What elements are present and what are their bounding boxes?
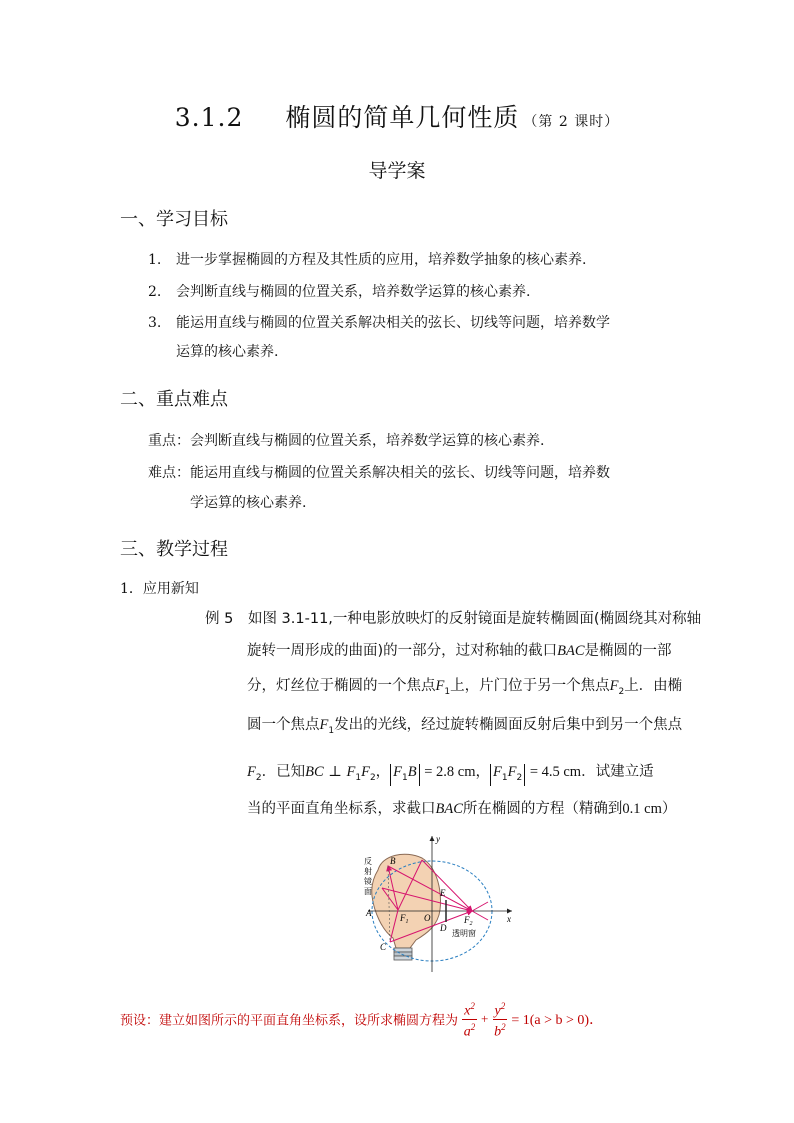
example-text: 是椭圆的一部 [584,643,672,659]
example-label: 例 5 [205,611,234,627]
fraction-y2-b2: $\frac{y^2}{b^2}$ [494,1001,506,1040]
example-text: ， [375,764,391,780]
fraction-x2-a2: $\frac{x^2}{a^2}$ [463,1001,476,1040]
math-perp: ⊥ [328,764,342,780]
label-F1: $F_1$ [400,913,409,925]
section-heading-keypoints: 二、重点难点 [120,389,228,410]
example-line-1 [205,609,701,629]
math-F1: F [435,678,445,694]
y-arrow-icon [430,836,435,841]
preset-label: 预设：建立如图所示的平面直角坐标系，设所求椭圆方程为 [120,1013,459,1029]
example-text: ） [661,801,677,817]
math-BC: BC [305,764,324,780]
math-value: = 2.8 cm [424,764,476,780]
bulb-base-ring [394,956,412,960]
process-item-1: 1．应用新知 [120,581,199,597]
label-reflector [364,856,372,896]
preset-equation-rest: = 1(a > b > 0)． [511,1013,604,1029]
math-abs-F1B: $F_1B$ [390,764,419,786]
label-y: y [436,834,440,844]
goal-item-1 [148,250,708,270]
x-arrow-icon [507,909,512,914]
math-BAC: BAC [435,801,463,817]
label-B: B [390,856,396,866]
label-window: 透明窗 [452,929,476,938]
math-F2: F [609,678,619,694]
page-title [0,98,794,134]
math-F2: F [247,764,256,780]
example-line-6 [247,799,676,819]
math-value: 0.1 cm [622,801,662,817]
example-text: 旋转一周形成的曲面)的一部分，过对称轴的截口 [247,643,558,659]
bulb-base-ring [394,948,412,952]
math-F1: F [393,764,403,780]
hard-point: 难点：能运用直线与椭圆的位置关系解决相关的弦长、切线等问题，培养数 [148,465,610,481]
example-line-5: $F_2$．已知BC ⊥ $F_1F_2$， $F_1B = 2.8$ cm， $F_1F_2 = 4.5$ cm．试建立适 [247,762,654,788]
example-text: 圆一个焦点 [247,717,320,733]
svg-text:面: 面 [364,887,372,896]
section-number: 3.1.2 [174,103,244,132]
label-D: D [440,923,447,933]
label-A: A [366,908,372,918]
goal-number: 1. [148,252,162,268]
example-line-3: 分，灯丝位于椭圆的一个焦点$F_1$上，片门位于另一个焦点$F_2$上．由椭 [247,678,683,697]
math-abs-F1F2: $F_1F_2$ [490,764,525,786]
example-text: ， [475,764,491,780]
math-F1: F [319,717,329,733]
example-text: 上，片门位于另一个焦点 [450,678,610,694]
svg-text:镜: 镜 [364,877,372,886]
example-text: 上．由椭 [624,678,683,694]
goal-text: 会判断直线与椭圆的位置关系，培养数学运算的核心素养. [176,284,531,300]
goal-item-2 [148,282,708,302]
preset-line: 预设：建立如图所示的平面直角坐标系，设所求椭圆方程为 $\frac{x^2}{a^2}$ + $\frac{y^2}{b^2}$ = 1(a > b > 0)． [120,1001,604,1040]
svg-text:射: 射 [364,867,372,876]
label-F2: $F_2$ [464,915,473,927]
label-O: O [424,913,431,923]
math-F1: F [493,764,502,780]
title-note: （第 2 课时） [523,114,620,130]
section-heading-process: 三、教学过程 [120,539,228,560]
example-text: 当的平面直角坐标系，求截口 [247,801,436,817]
example-text: 分，灯丝位于椭圆的一个焦点 [247,678,436,694]
goal-text: 进一步掌握椭圆的方程及其性质的应用，培养数学抽象的核心素养. [176,252,587,268]
example-text: ．已知 [261,764,306,780]
label-x: x [507,914,511,924]
svg-text:反: 反 [364,857,372,866]
example-text: 发出的光线，经过旋转椭圆面反射后集中到另一个焦点 [334,717,683,733]
math-value: = 4.5 cm [529,764,582,780]
hard-point-cont: 学运算的核心素养. [190,495,307,511]
title-text: 椭圆的简单几何性质 [285,103,520,132]
example-line-2 [247,641,672,661]
math-BAC: BAC [557,643,585,659]
math-F2: F [507,764,517,780]
goal-number: 3. [148,315,162,331]
goal-item-3 [148,313,708,333]
section-heading-goals: 一、学习目标 [120,209,228,230]
ellipse-reflector-figure [360,830,520,975]
goal-item-3-cont: 运算的核心素养. [176,344,279,360]
math-F1: F [346,764,356,780]
label-C: C [380,942,387,952]
bulb-base-ring [394,952,412,956]
example-text: 所在椭圆的方程（精确到 [462,801,623,817]
label-E: E [440,888,446,898]
example-text: 如图 3.1-11,一种电影放映灯的反射镜面是旋转椭圆面(椭圆绕其对称轴 [247,611,702,627]
example-text: ．试建立适 [581,764,654,780]
example-line-4: 圆一个焦点$F_1$发出的光线，经过旋转椭圆面反射后集中到另一个焦点 [247,717,683,736]
key-point: 重点：会判断直线与椭圆的位置关系，培养数学运算的核心素养. [148,433,545,449]
goal-number: 2. [148,284,162,300]
subtitle: 导学案 [368,160,426,182]
math-F2: F [361,764,370,780]
goal-text: 能运用直线与椭圆的位置关系解决相关的弦长、切线等问题，培养数学 [176,315,610,331]
